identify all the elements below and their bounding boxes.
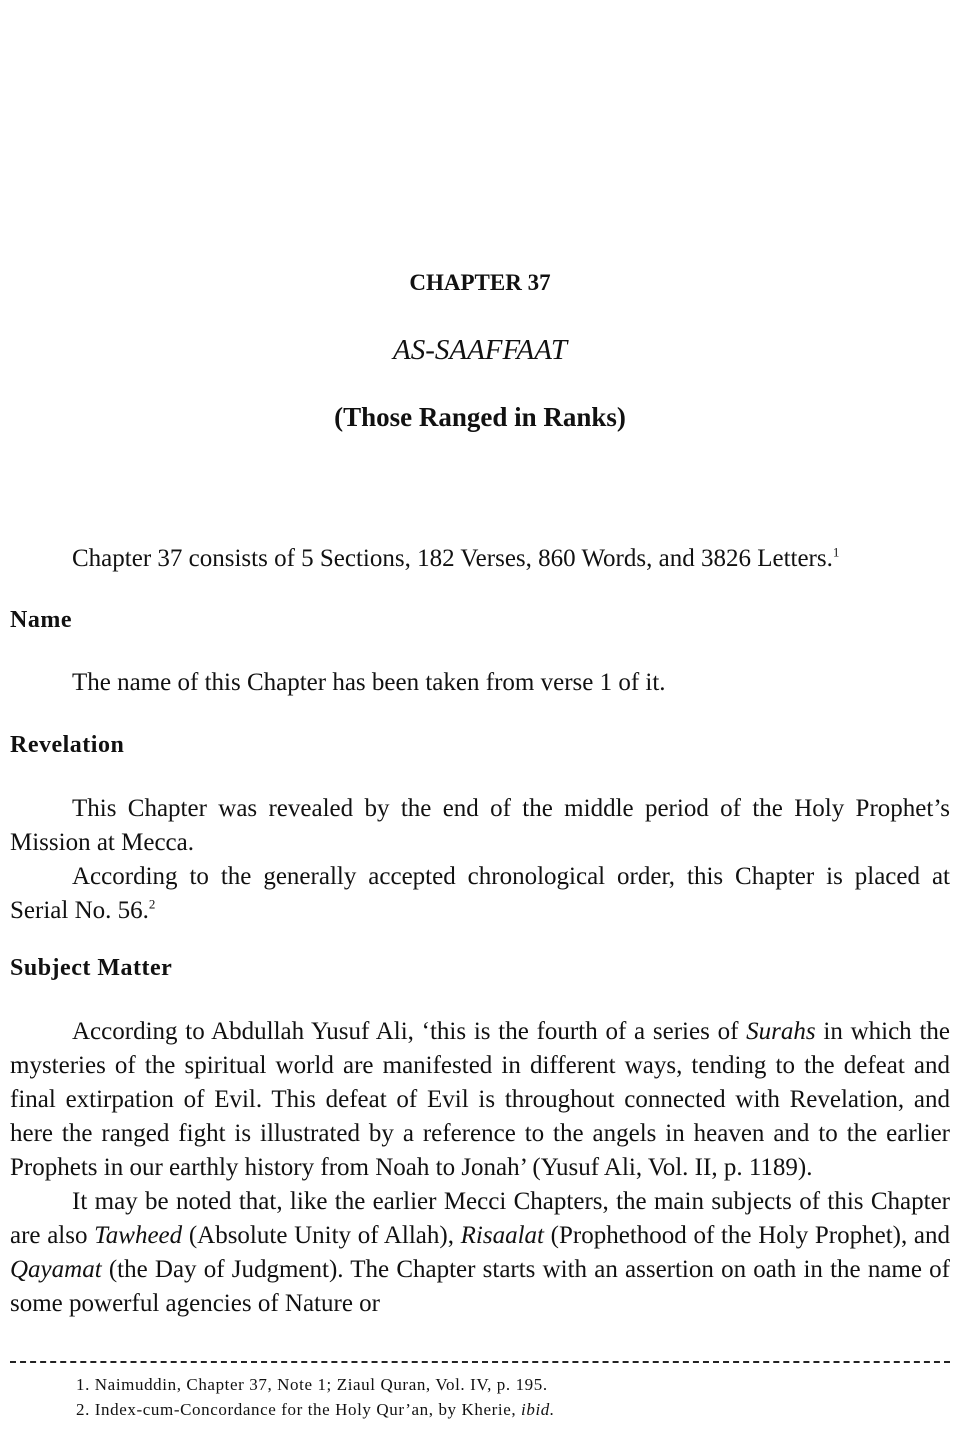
subject-p2-text-b: (Absolute Unity of Allah), [182, 1222, 461, 1249]
subject-paragraph-2 [10, 1185, 950, 1321]
subject-paragraph-1 [10, 1015, 950, 1185]
footnote-1: 1. Naimuddin, Chapter 37, Note 1; Ziaul Quran, Vol. IV, p. 195. [76, 1375, 548, 1394]
subject-p1-text-a: According to Abdullah Yusuf Ali, ‘this is the fourth of a series of [72, 1018, 747, 1045]
revelation-paragraph-1: This Chapter was revealed by the end of the middle period of the Holy Prophet’s Mission at Mecca. [10, 795, 950, 856]
subject-p2-italic-3: Qayamat [10, 1256, 102, 1283]
subject-p1-italic: Surahs [746, 1018, 816, 1045]
footnote-divider [10, 1361, 950, 1363]
subject-p1-text-b: in which the mysteries of the spiritual world are manifested in different ways, tending to the defeat and final extirpation of Evil. This defeat of Evil is throughout connected with Revelation, and here the ranged fight is illustrated by a reference to the angels in heaven and to the earlier Prophets in our earthly history from Noah to Jonah’ (Yusuf Ali, Vol. II, p. 1189). [10, 1018, 950, 1181]
subject-p2-text-d: (the Day of Judgment). The Chapter starts with an assertion on oath in the name of some powerful agencies of Nature or [10, 1256, 950, 1317]
section-heading-name: Name [10, 607, 72, 633]
intro-text: Chapter 37 consists of 5 Sections, 182 Verses, 860 Words, and 3826 Letters. [72, 545, 833, 572]
section-heading-subject-matter: Subject Matter [10, 955, 173, 981]
subject-p2-italic-1: Tawheed [94, 1222, 183, 1249]
revelation-body [10, 792, 950, 928]
chapter-title: AS-SAAFFAAT [393, 334, 567, 366]
section-heading-revelation: Revelation [10, 732, 125, 758]
footnote-2 [76, 1397, 555, 1422]
subject-p2-italic-2: Risaalat [460, 1222, 544, 1249]
revelation-paragraph-2 [10, 860, 950, 928]
footnote-ref-2: 2 [148, 896, 156, 912]
subject-p2-text-c: (Prophethood of the Holy Prophet), and [544, 1222, 950, 1249]
chapter-subtitle: (Those Ranged in Ranks) [334, 402, 626, 432]
subject-matter-body [10, 1015, 950, 1321]
footnote-ref-1: 1 [832, 544, 840, 560]
intro-paragraph [10, 542, 950, 576]
chapter-number: CHAPTER 37 [409, 270, 551, 295]
footnotes [76, 1372, 555, 1422]
footnote-2-italic: ibid. [521, 1400, 555, 1419]
revelation-paragraph-2-text: According to the generally accepted chronological order, this Chapter is placed at Serial No. 56. [10, 863, 950, 924]
subject-p2-text-a: It may be noted that, like the earlier Mecci Chapters, the main subjects of this Chapter are also [10, 1188, 950, 1249]
footnote-2-text: 2. Index-cum-Concordance for the Holy Qur’an, by Kherie, [76, 1400, 522, 1419]
name-paragraph: The name of this Chapter has been taken from verse 1 of it. [72, 669, 666, 696]
